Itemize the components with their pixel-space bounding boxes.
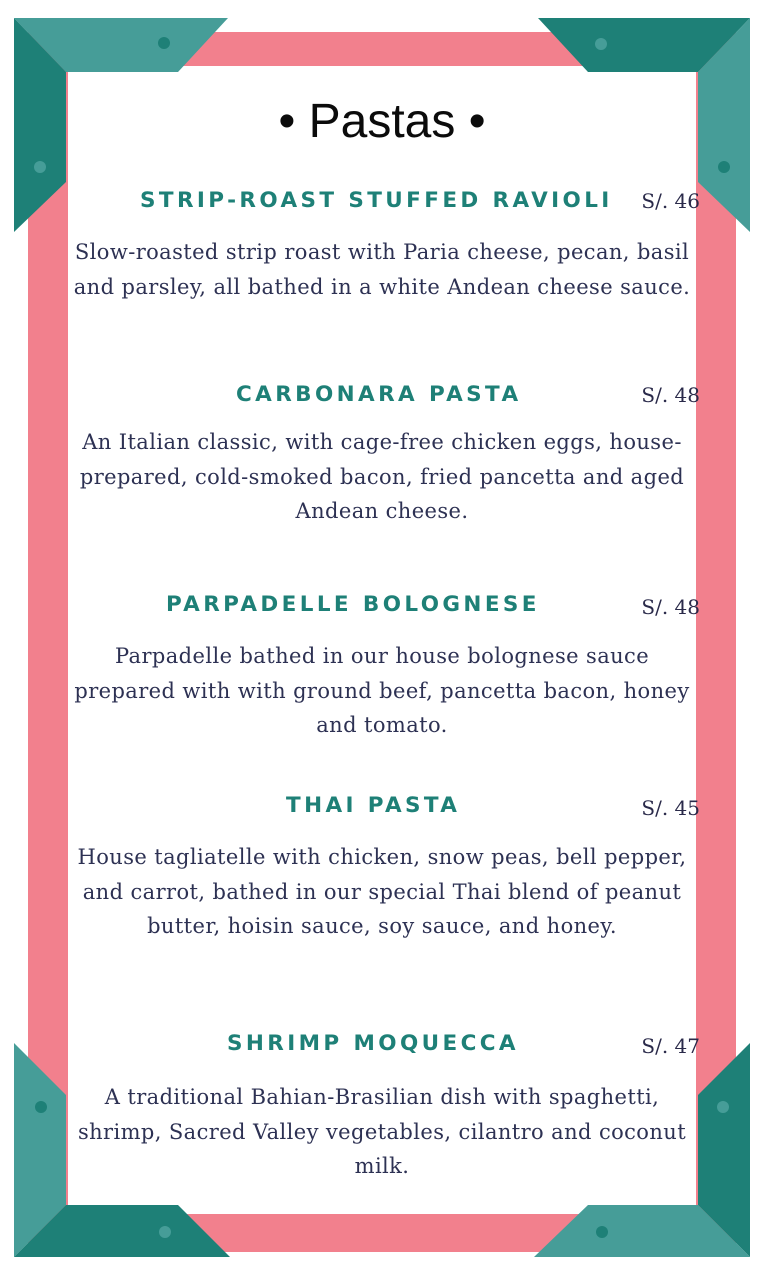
item-name-strip-roast-ravioli: STRIP-ROAST STUFFED RAVIOLI [140,188,613,213]
item-description-carbonara: An Italian classic, with cage-free chicken eggs, house-prepared, cold-smoked bacon, fried pancetta and aged Andean cheese. [79,430,685,524]
item-description-parpadelle-bolognese: Parpadelle bathed in our house bolognese sauce prepared with with ground beef, pancetta bacon, honey and tomato. [74,644,690,738]
item-description-shrimp-moquecca: A traditional Bahian-Brasilian dish with spaghetti, shrimp, Sacred Valley vegetables, cilantro and coconut milk. [77,1085,687,1179]
item-price-strip-roast-ravioli: S/. 46 [641,189,700,213]
item-price-parpadelle-bolognese: S/. 48 [641,595,700,619]
menu-title: • Pastas • [278,95,486,148]
item-price-shrimp-moquecca: S/. 47 [641,1034,700,1058]
item-description-strip-roast-ravioli: Slow-roasted strip roast with Paria cheese, pecan, basil and parsley, all bathed in a white Andean cheese sauce. [73,240,691,299]
item-name-parpadelle-bolognese: PARPADELLE BOLOGNESE [166,592,540,617]
item-price-thai-pasta: S/. 45 [641,796,700,820]
item-name-carbonara: CARBONARA PASTA [236,382,522,407]
item-price-carbonara: S/. 48 [641,383,700,407]
item-name-shrimp-moquecca: SHRIMP MOQUECCA [227,1031,519,1056]
item-description-thai-pasta: House tagliatelle with chicken, snow peas, bell pepper, and carrot, bathed in our special Thai blend of peanut butter, hoisin sauce, soy sauce, and honey. [77,845,687,939]
item-name-thai-pasta: THAI PASTA [286,793,461,818]
